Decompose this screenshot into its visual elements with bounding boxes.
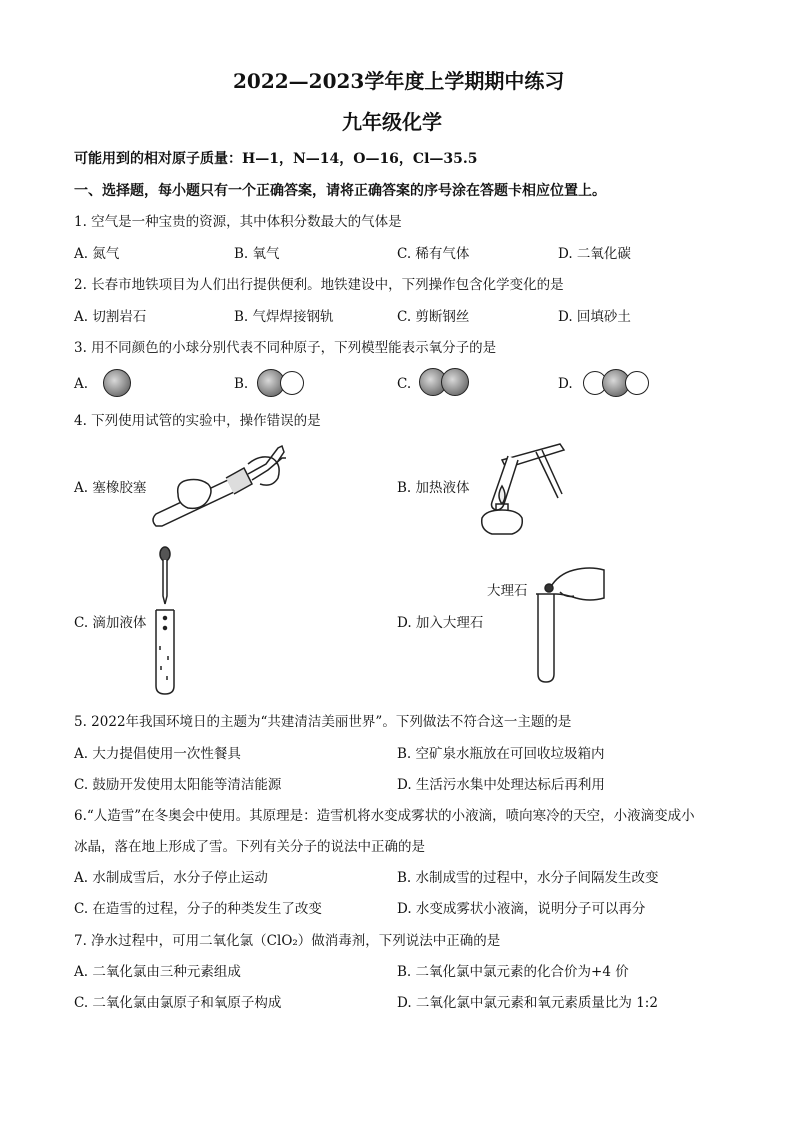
exam-subtitle: 九年级化学	[342, 110, 442, 134]
q3-option-a[interactable]: A.	[74, 376, 89, 392]
dropping-liquid-figure	[148, 546, 188, 696]
q5-option-a[interactable]: A. 大力提倡使用一次性餐具	[74, 746, 241, 762]
q7-stem: 7. 净水过程中，可用二氧化氯（ClO₂）做消毒剂，下列说法中正确的是	[74, 933, 501, 949]
q4-stem: 4. 下列使用试管的实验中，操作错误的是	[74, 413, 321, 429]
heating-liquid-figure	[462, 440, 572, 540]
atom-white-ball	[625, 371, 649, 395]
q6-option-a[interactable]: A. 水制成雪后，水分子停止运动	[74, 870, 268, 886]
q1-option-b[interactable]: B. 氧气	[234, 246, 280, 262]
q5-option-b[interactable]: B. 空矿泉水瓶放在可回收垃圾箱内	[397, 746, 605, 762]
q4-option-c[interactable]: C. 滴加液体	[74, 615, 147, 631]
q7-option-c[interactable]: C. 二氧化氯由氯原子和氧原子构成	[74, 995, 282, 1011]
q7-option-b[interactable]: B. 二氧化氯中氯元素的化合价为+4 价	[397, 964, 629, 980]
q3-stem: 3. 用不同颜色的小球分别代表不同种原子，下列模型能表示氧分子的是	[74, 340, 497, 356]
q5-option-d[interactable]: D. 生活污水集中处理达标后再利用	[397, 777, 605, 793]
atom-gray-ball	[441, 368, 469, 396]
insert-stopper-figure	[148, 444, 288, 534]
q2-option-b[interactable]: B. 气焊焊接钢轨	[234, 309, 334, 325]
atom-gray-ball	[103, 369, 131, 397]
atomic-masses: 可能用到的相对原子质量：H—1，N—14，O—16，Cl—35.5	[74, 151, 478, 167]
q2-option-d[interactable]: D. 回填砂土	[558, 309, 631, 325]
q2-option-a[interactable]: A. 切割岩石	[74, 309, 147, 325]
q1-stem: 1. 空气是一种宝贵的资源，其中体积分数最大的气体是	[74, 214, 402, 230]
marble-label: 大理石	[487, 583, 528, 599]
q5-stem: 5. 2022年我国环境日的主题为“共建清洁美丽世界”。下列做法不符合这一主题的是	[74, 714, 572, 730]
q1-option-a[interactable]: A. 氮气	[74, 246, 120, 262]
q7-option-d[interactable]: D. 二氧化氯中氯元素和氧元素质量比为 1:2	[397, 995, 658, 1011]
q1-option-c[interactable]: C. 稀有气体	[397, 246, 470, 262]
q4-option-d[interactable]: D. 加入大理石	[397, 615, 484, 631]
q6-option-b[interactable]: B. 水制成雪的过程中，水分子间隔发生改变	[397, 870, 659, 886]
q4-option-b[interactable]: B. 加热液体	[397, 480, 470, 496]
q6-option-c[interactable]: C. 在造雪的过程，分子的种类发生了改变	[74, 901, 322, 917]
q3-option-b[interactable]: B.	[234, 376, 249, 392]
q1-option-d[interactable]: D. 二氧化碳	[558, 246, 631, 262]
q6-stem-continued: 冰晶，落在地上形成了雪。下列有关分子的说法中正确的是	[74, 839, 425, 855]
q2-option-c[interactable]: C. 剪断钢丝	[397, 309, 470, 325]
atom-white-ball	[280, 371, 304, 395]
q5-option-c[interactable]: C. 鼓励开发使用太阳能等清洁能源	[74, 777, 282, 793]
q3-option-d[interactable]: D.	[558, 376, 573, 392]
adding-marble-figure	[530, 558, 610, 688]
q7-option-a[interactable]: A. 二氧化氯由三种元素组成	[74, 964, 241, 980]
q2-stem: 2. 长春市地铁项目为人们出行提供便利。地铁建设中，下列操作包含化学变化的是	[74, 277, 564, 293]
q6-option-d[interactable]: D. 水变成雾状小液滴，说明分子可以再分	[397, 901, 646, 917]
q6-stem: 6.“人造雪”在冬奥会中使用。其原理是：造雪机将水变成雾状的小液滴，喷向寒冷的天空，小液滴变成小	[74, 808, 695, 824]
q3-option-c[interactable]: C.	[397, 376, 412, 392]
exam-title: 2022—2023学年度上学期期中练习	[233, 69, 565, 93]
section-heading: 一、选择题，每小题只有一个正确答案，请将正确答案的序号涂在答题卡相应位置上。	[74, 183, 606, 199]
q4-option-a[interactable]: A. 塞橡胶塞	[74, 480, 147, 496]
